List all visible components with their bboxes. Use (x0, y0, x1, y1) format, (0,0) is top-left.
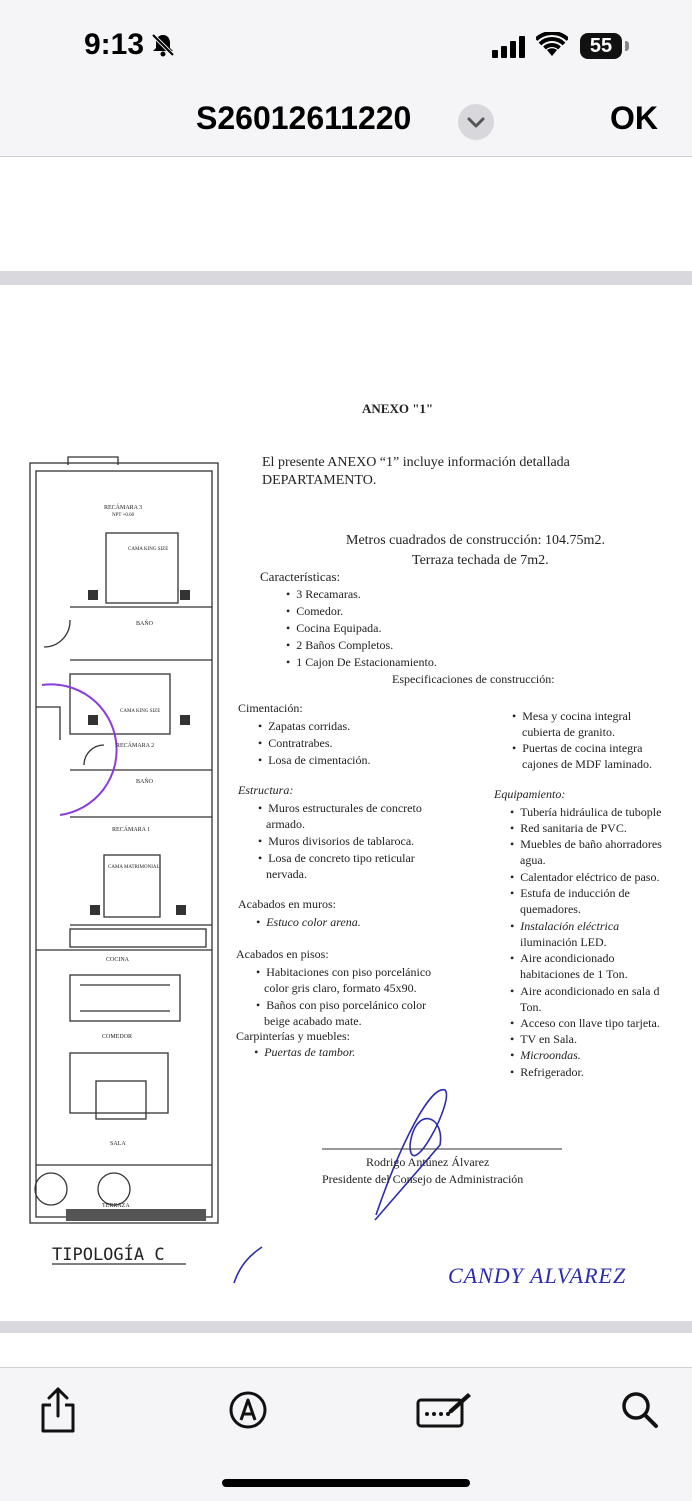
plan-sala: SALA (110, 1141, 126, 1147)
cimentacion-item: • Zapatas corridas. (258, 719, 350, 734)
plan-bano-2: BAÑO (136, 779, 154, 785)
estructura-title: Estructura: (238, 783, 294, 797)
intro-line-1: El presente ANEXO “1” incluye información detallada (262, 455, 570, 470)
nav-bar (0, 90, 692, 157)
plan-recamara2: RECÁMARA 2 (116, 743, 155, 749)
plan-npt: NPT +0.60 (112, 513, 135, 518)
caracteristica-item: • 2 Baños Completos. (286, 638, 393, 653)
equipamiento-item: habitaciones de 1 Ton. (520, 967, 628, 981)
equipamiento-item: agua. (520, 853, 546, 867)
acabados-muros-title: Acabados en muros: (238, 897, 336, 911)
equipamiento-item: • Refrigerador. (510, 1065, 584, 1080)
caracteristica-item: • 3 Recamaras. (286, 587, 361, 602)
equipamiento-item: • Acceso con llave tipo tarjeta. (510, 1016, 660, 1031)
handwritten-name: CANDY ALVAREZ (448, 1263, 627, 1288)
carpinterias-item: • Puertas de tambor. (254, 1045, 355, 1060)
cimentacion-item: • Losa de cimentación. (258, 753, 371, 768)
terraza-techada: Terraza techada de 7m2. (412, 553, 549, 568)
cimentacion-title: Cimentación: (238, 701, 303, 715)
equipamiento-item: Ton. (520, 1000, 542, 1014)
signature-icon[interactable] (414, 1382, 474, 1438)
battery-tip (625, 41, 629, 51)
share-icon[interactable] (30, 1382, 86, 1438)
cocina-item: cubierta de granito. (522, 725, 615, 739)
document-title[interactable]: S26012611220 (196, 100, 412, 136)
page-separator (0, 271, 692, 285)
caracteristica-item: • Comedor. (286, 604, 343, 619)
caracteristica-item: • Cocina Equipada. (286, 621, 382, 636)
equipamiento-item: • Tubería hidráulica de tubople (510, 805, 661, 820)
cocina-item: • Puertas de cocina integra (512, 741, 642, 756)
cell-signal-icon (492, 36, 526, 63)
acabados-pisos-title: Acabados en pisos: (236, 947, 329, 961)
cimentacion-item: • Contratrabes. (258, 736, 333, 751)
status-time: 9:13 (84, 28, 145, 61)
equipamiento-item: • Aire acondicionado en sala d (510, 984, 659, 999)
signer-role: Presidente del Consejo de Administración (322, 1172, 524, 1186)
page-separator (0, 1321, 692, 1333)
signer-name: Rodrigo Antúnez Álvarez (366, 1155, 490, 1169)
estructura-item: nervada. (266, 867, 307, 881)
equipamiento-item: • TV en Sala. (510, 1032, 577, 1047)
acabados-pisos-item: • Baños con piso porcelánico color (256, 998, 426, 1013)
acabados-pisos-item: beige acabado mate. (264, 1014, 362, 1028)
plan-cama-king-2: CAMA KING SIZE (120, 709, 161, 714)
estructura-item: • Losa de concreto tipo reticular (258, 851, 415, 866)
anexo-heading: ANEXO "1" (362, 401, 434, 416)
plan-comedor: COMEDOR (102, 1034, 133, 1040)
title-menu-chevron-icon[interactable] (458, 104, 494, 140)
plan-terraza: TERRAZA (102, 1203, 130, 1209)
acabados-muros-item: • Estuco color arena. (256, 915, 361, 930)
wifi-icon (536, 32, 568, 63)
equipamiento-item: • Aire acondicionado (510, 951, 615, 966)
cocina-item: • Mesa y cocina integral (512, 709, 631, 724)
equipamiento-item: • Muebles de baño ahorradores (510, 837, 662, 852)
previous-page (0, 157, 692, 271)
equipamiento-item: • Estufa de inducción de (510, 886, 630, 901)
ok-button[interactable]: OK (610, 100, 658, 136)
acabados-pisos-item: color gris claro, formato 45x90. (264, 981, 417, 995)
tipologia-label: TIPOLOGÍA C (52, 1245, 165, 1265)
intro-line-2: DEPARTAMENTO. (262, 473, 377, 488)
plan-recamara3: RECÁMARA 3 (104, 505, 143, 511)
equipamiento-item: iluminación LED. (520, 935, 607, 949)
especificaciones-title: Especificaciones de construcción: (392, 672, 555, 686)
equipamiento-item: • Instalación eléctrica (510, 919, 619, 934)
next-page (0, 1333, 692, 1367)
plan-cama-matrimonial: CAMA MATRIMONIAL (108, 865, 160, 870)
caracteristicas-title: Características: (260, 569, 341, 584)
equipamiento-item: quemadores. (520, 902, 581, 916)
estructura-item: • Muros estructurales de concreto (258, 801, 422, 816)
equipamiento-title: Equipamiento: (494, 787, 566, 801)
carpinterias-title: Carpinterías y muebles: (236, 1029, 350, 1043)
acabados-pisos-item: • Habitaciones con piso porcelánico (256, 965, 431, 980)
markup-icon[interactable] (220, 1382, 276, 1438)
document-page (0, 285, 692, 1321)
metros-cuadrados: Metros cuadrados de construcción: 104.75m2. (346, 533, 605, 548)
status-bar (0, 0, 692, 90)
plan-cocina: COCINA (106, 957, 130, 963)
equipamiento-item: • Microondas. (510, 1048, 581, 1063)
home-indicator[interactable] (222, 1479, 470, 1487)
estructura-item: armado. (266, 817, 305, 831)
equipamiento-item: • Calentador eléctrico de paso. (510, 870, 659, 885)
caracteristica-item: • 1 Cajon De Estacionamiento. (286, 655, 437, 670)
cocina-item: cajones de MDF laminado. (522, 757, 652, 771)
search-icon[interactable] (612, 1382, 668, 1438)
battery-icon: 55 (580, 33, 622, 59)
plan-recamara1: RECÁMARA 1 (112, 827, 151, 833)
plan-cama-king-1: CAMA KING SIZE (128, 547, 169, 552)
plan-bano-1: BAÑO (136, 621, 154, 627)
estructura-item: • Muros divisorios de tablaroca. (258, 834, 414, 849)
equipamiento-item: • Red sanitaria de PVC. (510, 821, 627, 836)
silent-bell-icon (150, 32, 176, 63)
